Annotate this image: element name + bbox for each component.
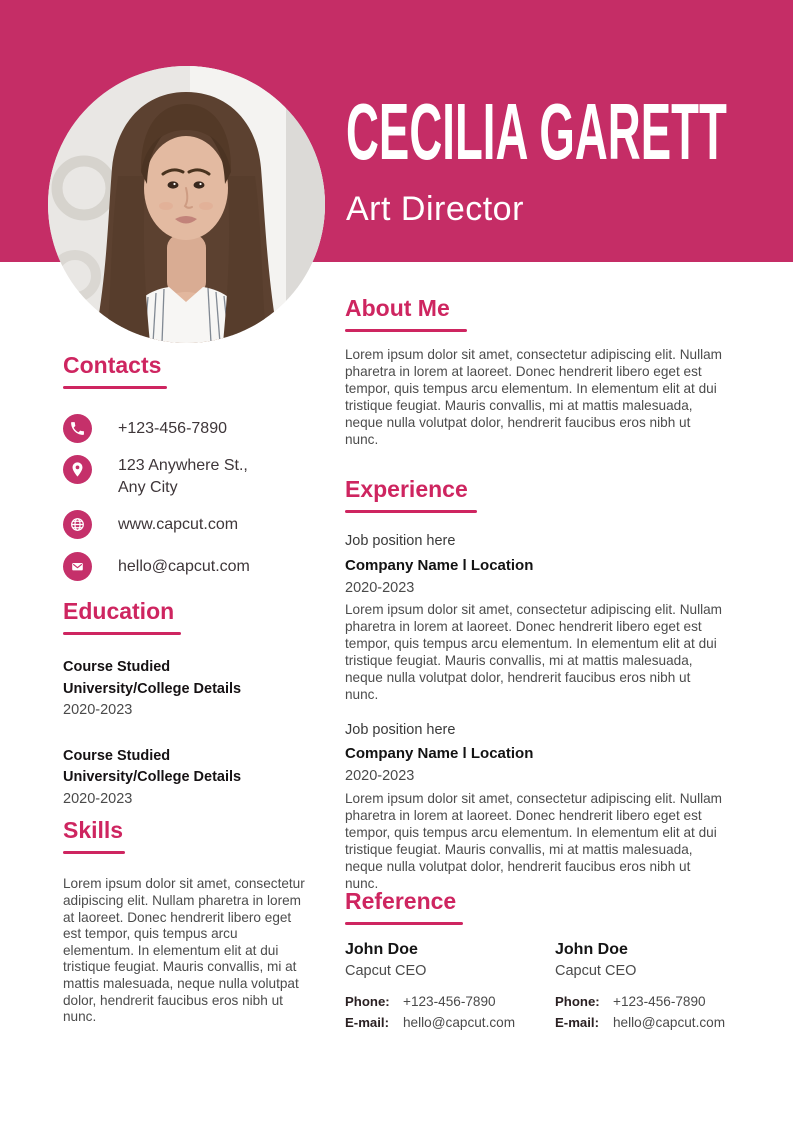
contact-row-email [63,552,266,582]
reference-email: hello@capcut.com [403,1015,516,1031]
reference-email-line [345,1015,555,1030]
experience-entry [345,531,727,703]
profile-photo [48,66,325,343]
experience-underline [345,510,477,513]
reference-underline [345,922,463,925]
education-school: University/College Details [63,769,242,786]
job-years: 2020-2023 [345,579,415,596]
skills-text: Lorem ipsum dolor sit amet, consectetur adipiscing elit. Nullam pharetra in lorem at laoreet. Donec hendrerit libero eget est tempor, quis tempus arcu elementum. In elementum elit at dui tristique feugiat. Mauris convallis, mi at mattis malesuada, neque nulla volutpat dolor, hendrerit faucibus eros nibh ut nunc. [63,876,305,1025]
reference-contact-lines [345,994,555,1030]
contact-row-phone [63,413,266,443]
skills-heading: Skills [63,817,124,843]
reference-contact-lines [555,994,765,1030]
email-icon [63,552,92,581]
reference-phone: +123-456-7890 [403,994,496,1010]
about-heading: About Me [345,295,450,321]
phone-label: Phone: [555,994,600,1010]
reference-person [555,941,765,1030]
skills-section [63,817,311,1026]
education-course: Course Studied [63,659,171,676]
contact-row-address [63,455,266,497]
email-label: E-mail: [345,1015,389,1031]
contact-rows [63,413,266,581]
about-text: Lorem ipsum dolor sit amet, consectetur adipiscing elit. Nullam pharetra in lorem at laoreet. Donec hendrerit libero eget est tempor, quis tempus arcu elementum. In elementum elit at dui tristique feugiat. Mauris convallis, mi at mattis malesuada, neque nulla volutpat dolor, hendrerit faucibus eros nibh ut nunc. [345,347,723,448]
job-description: Lorem ipsum dolor sit amet, consectetur adipiscing elit. Nullam pharetra in lorem at laoreet. Donec hendrerit libero eget est tempor, quis tempus arcu elementum. In elementum elit at dui tristique feugiat. Mauris convallis, mi at mattis malesuada, neque nulla volutpat dolor, hendrerit faucibus eros nibh ut nunc. [345,790,723,891]
reference-heading: Reference [345,888,457,914]
job-years: 2020-2023 [345,768,415,785]
education-entry [63,657,241,721]
about-underline [345,329,467,332]
reference-people [345,941,765,1030]
reference-phone: +123-456-7890 [613,994,706,1010]
education-entry [63,746,241,810]
email-label: E-mail: [555,1015,599,1031]
person-name: CECILIA GARETT [346,87,727,176]
profile-photo-illustration [48,66,325,343]
job-position: Job position here [345,533,456,550]
reference-phone-line [555,994,765,1009]
experience-entry [345,720,727,892]
job-company: Company Name l Location [345,745,534,763]
education-section [63,598,241,810]
reference-name: John Doe [345,941,418,959]
header-text [346,87,793,229]
contacts-underline [63,386,167,389]
contact-row-website [63,510,266,540]
about-section [345,295,727,448]
reference-role: Capcut CEO [345,963,427,980]
education-school: University/College Details [63,680,242,697]
location-icon [63,455,92,484]
reference-name: John Doe [555,941,628,959]
contacts-section [63,352,266,594]
reference-email-line [555,1015,765,1030]
job-description: Lorem ipsum dolor sit amet, consectetur adipiscing elit. Nullam pharetra in lorem at laoreet. Donec hendrerit libero eget est tempor, quis tempus arcu elementum. In elementum elit at dui tristique feugiat. Mauris convallis, mi at mattis malesuada, neque nulla volutpat dolor, hendrerit faucibus eros nibh ut nunc. [345,602,723,703]
reference-section [345,888,765,1030]
skills-underline [63,851,125,854]
education-course: Course Studied [63,747,171,764]
reference-phone-line [345,994,555,1009]
reference-person [345,941,555,1030]
contact-email: hello@capcut.com [118,558,250,576]
phone-icon [63,414,92,443]
contact-website: www.capcut.com [118,516,239,534]
experience-section [345,476,727,892]
globe-icon [63,510,92,539]
education-years: 2020-2023 [63,790,133,807]
reference-email: hello@capcut.com [613,1015,726,1031]
person-job-title: Art Director [346,190,524,228]
phone-label: Phone: [345,994,390,1010]
contact-phone: +123-456-7890 [118,419,227,437]
contact-address: 123 Anywhere St., Any City [118,457,248,496]
education-years: 2020-2023 [63,702,133,719]
education-heading: Education [63,598,175,624]
education-underline [63,632,181,635]
experience-heading: Experience [345,476,468,502]
job-position: Job position here [345,722,456,739]
reference-role: Capcut CEO [555,963,637,980]
job-company: Company Name l Location [345,556,534,574]
contacts-heading: Contacts [63,352,162,378]
